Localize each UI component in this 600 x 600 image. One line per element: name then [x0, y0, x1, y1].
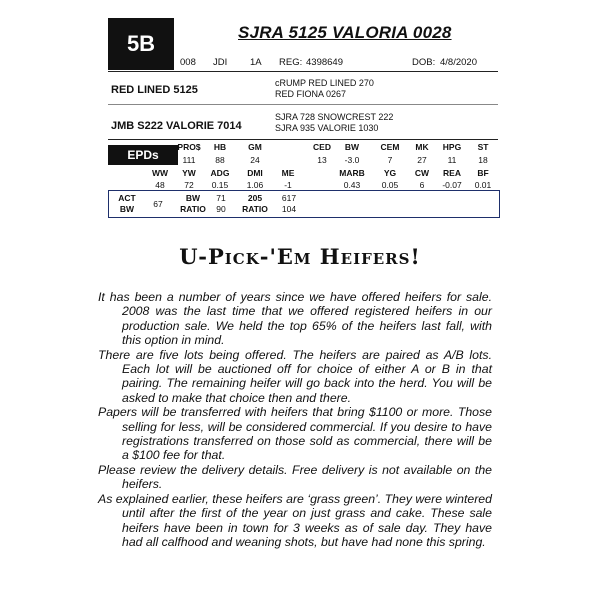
dam-dam: SJRA 935 VALORIE 1030	[275, 123, 379, 133]
epd-value: -0.07	[442, 180, 462, 190]
bw-label: BW	[119, 204, 135, 214]
sire-name: RED LINED 5125	[111, 84, 198, 96]
epd-header: ADG	[210, 168, 230, 178]
epd-header: BF	[477, 168, 489, 178]
epd-header: GM	[248, 142, 262, 152]
epd-value: -1	[284, 180, 292, 190]
epd-label: EPDs	[108, 145, 178, 165]
epd-header: CEM	[380, 142, 400, 152]
actual-bw-value: 67	[153, 199, 163, 209]
epd-header: CED	[313, 142, 331, 152]
weight-205-label-top: 205	[247, 193, 263, 203]
epd-value: 24	[250, 155, 260, 165]
sire-dam: RED FIONA 0267	[275, 89, 347, 99]
epd-value: 72	[184, 180, 194, 190]
weight-205-value-top: 617	[281, 193, 297, 203]
act-label: ACT	[118, 193, 136, 203]
paragraph: It has been a number of years since we have offered heifers for sale. 2008 was the last time that we offered registered heifers in our production sale. We held the top 65% of the heifers last fall, with this option in mind.	[98, 290, 492, 348]
epd-value: 6	[419, 180, 425, 190]
epd-header: YW	[182, 168, 196, 178]
reg-label: REG:	[279, 57, 303, 68]
dam-sire: SJRA 728 SNOWCREST 222	[275, 112, 394, 122]
header-divider	[108, 71, 498, 72]
epd-value: 1.06	[246, 180, 264, 190]
dam-pedigree	[275, 112, 393, 134]
epd-value: 27	[417, 155, 427, 165]
tattoo: 008	[180, 57, 196, 68]
epd-header: HPG	[442, 142, 462, 152]
paragraph: Please review the delivery details. Free delivery is not available on the heifers.	[98, 462, 492, 492]
epd-header: WW	[151, 168, 169, 178]
bw-ratio-value-bottom: 90	[216, 204, 226, 214]
epd-header: MK	[415, 142, 429, 152]
weight-205-label-bottom: RATIO	[242, 204, 268, 214]
year-code: 1A	[250, 57, 262, 68]
bw-ratio-value-top: 71	[216, 193, 226, 203]
epd-value: -3.0	[344, 155, 360, 165]
epd-header: PRO$	[177, 142, 201, 152]
epd-header: REA	[443, 168, 461, 178]
epd-header: ME	[281, 168, 295, 178]
bw-ratio-label-top: BW	[185, 193, 201, 203]
epd-header: YG	[383, 168, 397, 178]
epd-header: HB	[213, 142, 227, 152]
epd-header: ST	[477, 142, 489, 152]
epd-value: 88	[215, 155, 225, 165]
pedigree-divider	[108, 104, 498, 105]
dob-label: DOB:	[412, 57, 436, 68]
epd-value: 0.43	[343, 180, 361, 190]
body-text	[98, 290, 492, 549]
animal-name: SJRA 5125 VALORIA 0028	[238, 23, 452, 42]
dob-value: 4/8/2020	[440, 57, 477, 68]
epd-value: 11	[447, 155, 457, 165]
epd-value: 0.15	[211, 180, 229, 190]
epd-value: 0.05	[381, 180, 399, 190]
epd-value: 7	[387, 155, 393, 165]
weight-205-value-bottom: 104	[281, 204, 297, 214]
sire-sire: cRUMP RED LINED 270	[275, 78, 374, 88]
reg-number: 4398649	[306, 57, 343, 68]
epd-divider	[108, 139, 498, 140]
epd-value: 0.01	[474, 180, 492, 190]
herd-code: JDI	[213, 57, 228, 68]
lot-number: 5B	[108, 18, 174, 70]
bw-ratio-label-bottom: RATIO	[180, 204, 206, 214]
paragraph: There are five lots being offered. The heifers are paired as A/B lots. Each lot will be auctioned off for choice of either A or B in that pairing. The remaining heifer will go back into the herd. You will be asked to make that choice then and there.	[98, 347, 492, 405]
paragraph: As explained earlier, these heifers are ‘grass green’. They were wintered until after the first of the year on just grass and cake. These sale heifers have been in town for 3 weeks as of sale day. They have had all calfhood and weaning shots, but have had none this spring.	[98, 491, 492, 549]
dam-name: JMB S222 VALORIE 7014	[111, 120, 242, 132]
epd-header: CW	[414, 168, 430, 178]
paragraph: Papers will be transferred with heifers that bring $1100 or more. Those selling for less, will be considered commercial. If you desire to have registrations transferred on those sold as commercial, there will be a $100 fee for that.	[98, 405, 492, 463]
sire-pedigree	[275, 78, 374, 100]
epd-value: 13	[317, 155, 327, 165]
epd-value: 18	[478, 155, 488, 165]
epd-header: DMI	[247, 168, 263, 178]
epd-header: BW	[344, 142, 360, 152]
epd-value: 111	[182, 155, 196, 165]
headline: U-Pick-'Em Heifers!	[179, 244, 421, 269]
epd-value: 48	[155, 180, 165, 190]
epd-header: MARB	[339, 168, 365, 178]
